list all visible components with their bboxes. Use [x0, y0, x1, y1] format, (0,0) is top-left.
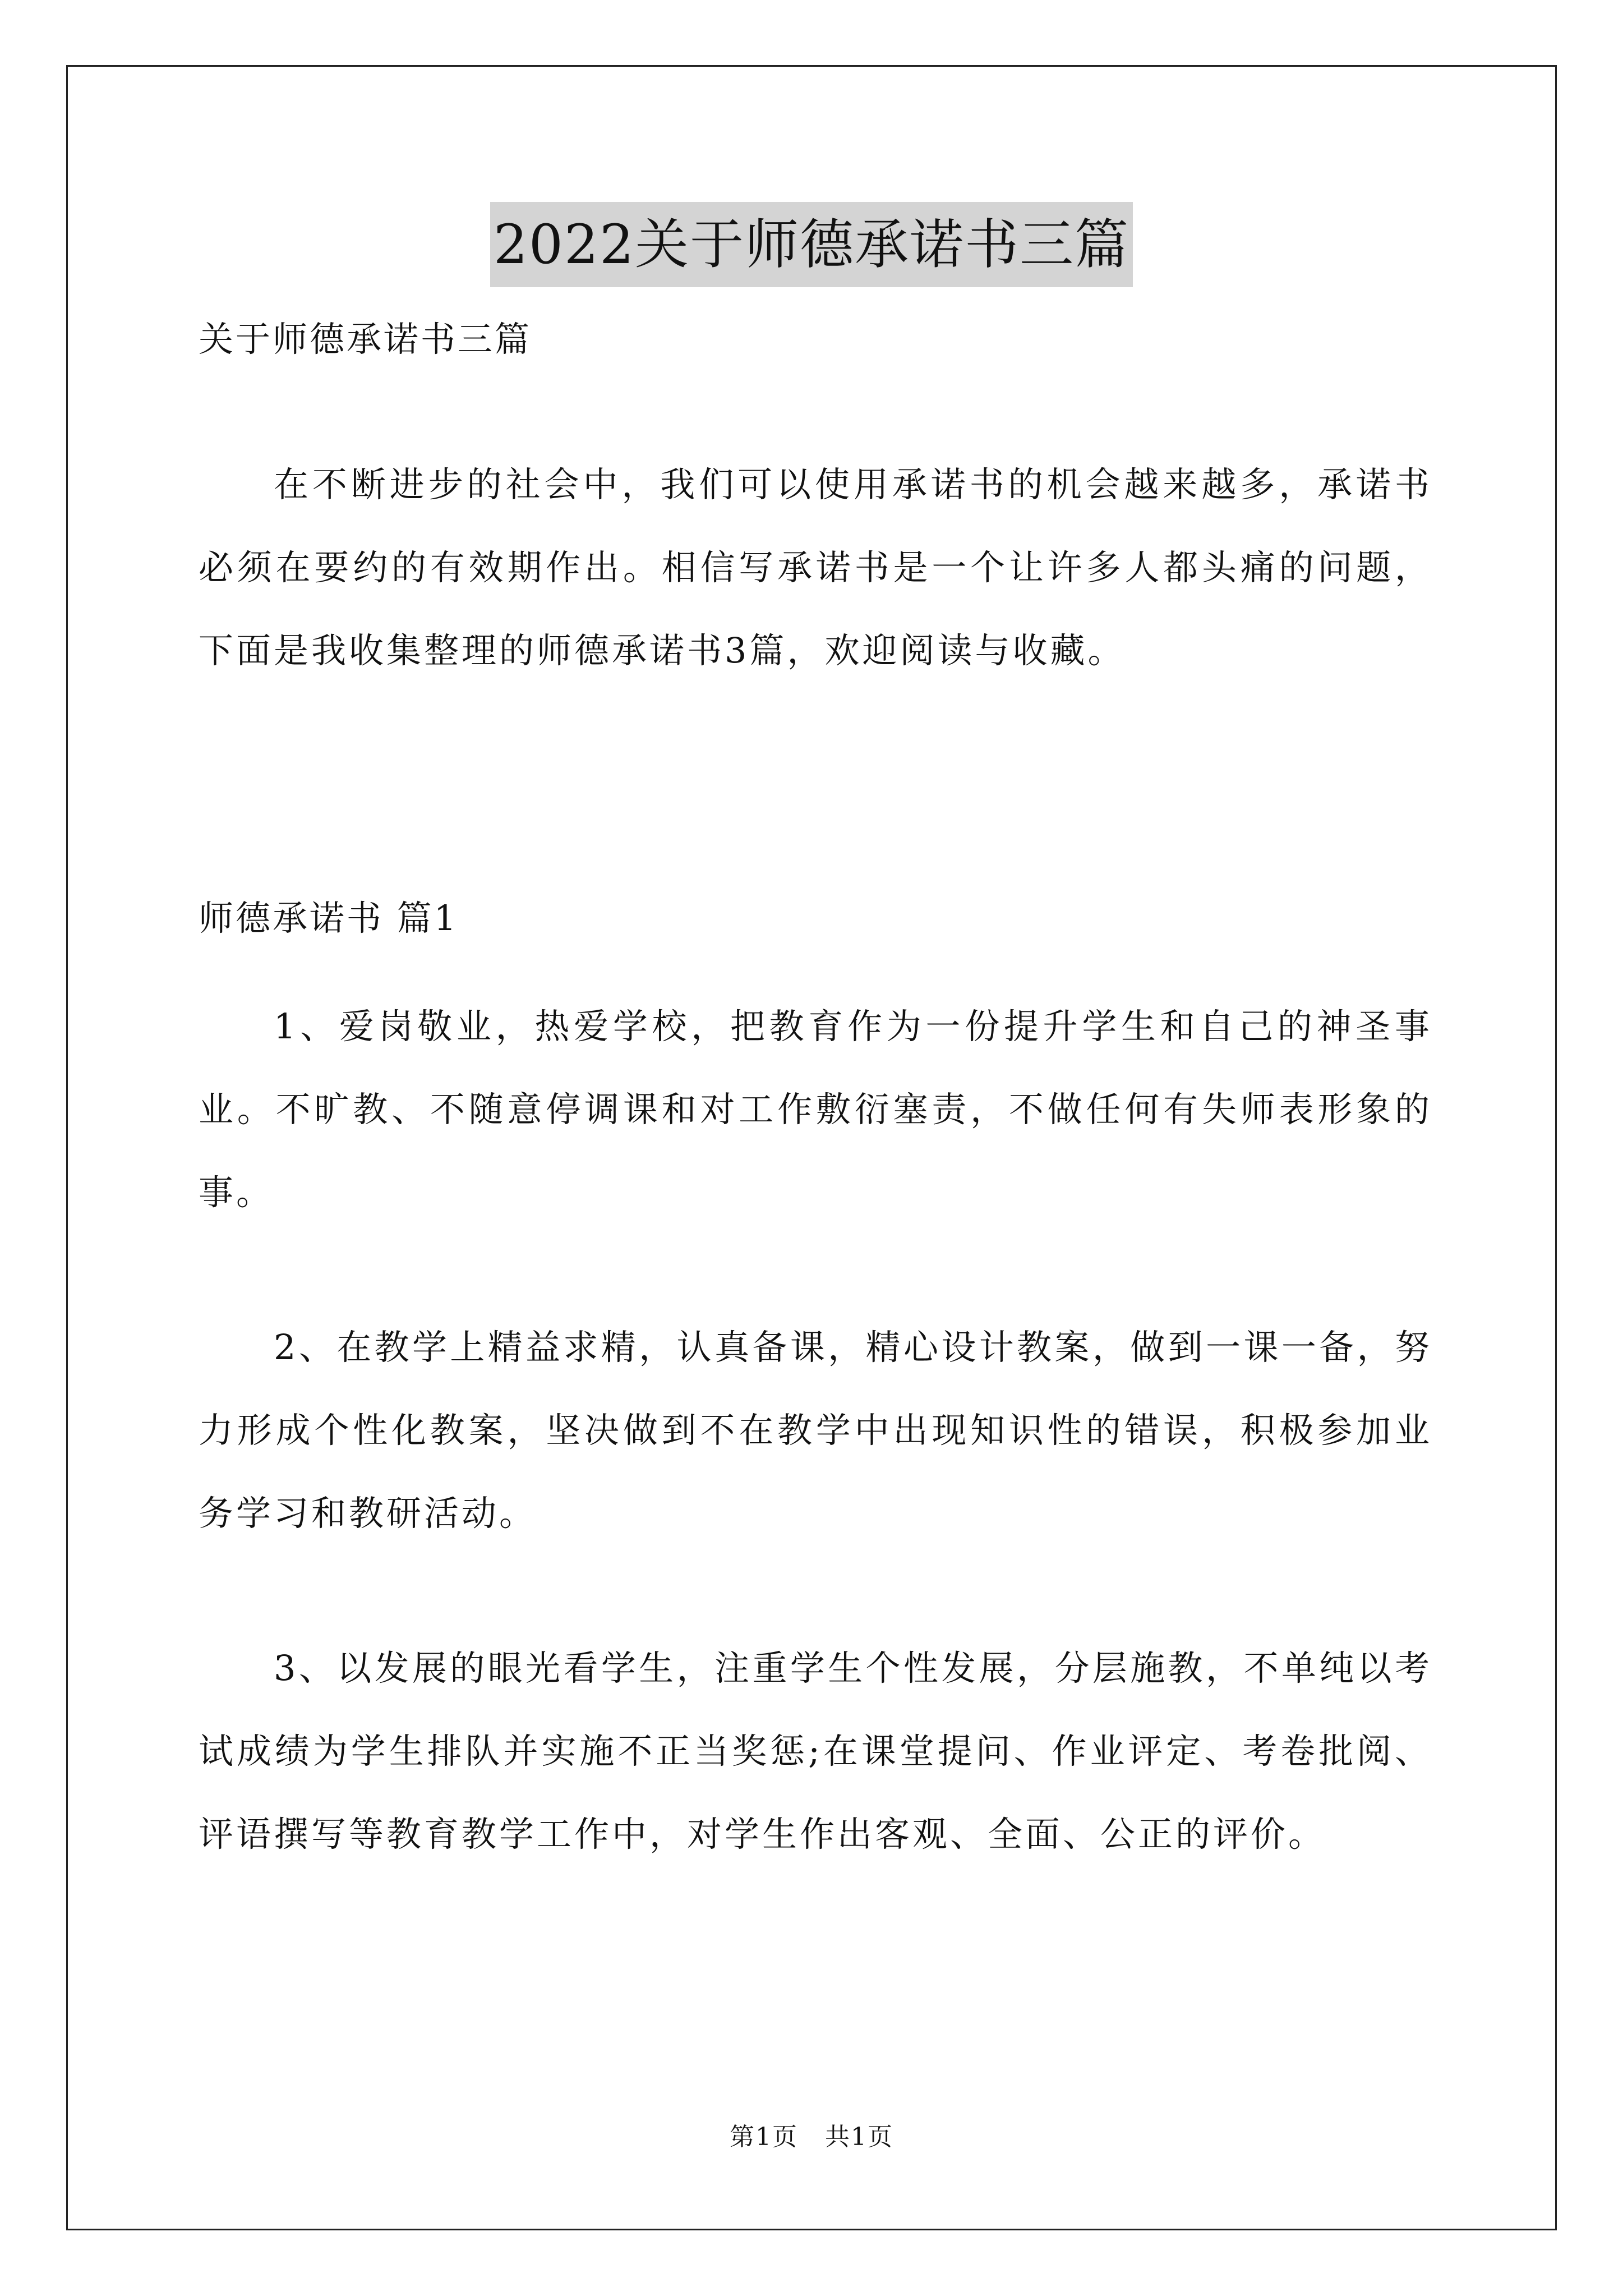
intro-paragraph: 在不断进步的社会中，我们可以使用承诺书的机会越来越多，承诺书必须在要约的有效期作出。相信写承诺书是一个让许多人都头痛的问题，下面是我收集整理的师德承诺书3篇，欢迎阅读与收藏。 — [199, 464, 1432, 671]
list-item-1: 1、爱岗敬业，热爱学校，把教育作为一份提升学生和自己的神圣事业。不旷教、不随意停调课和对工作敷衍塞责，不做任何有失师表形象的事。 — [199, 1006, 1432, 1213]
page-footer — [0, 2120, 1623, 2154]
title-wrap — [0, 202, 1623, 287]
list-item-2: 2、在教学上精益求精，认真备课，精心设计教案，做到一课一备，努力形成个性化教案，坚决做到不在教学中出现知识性的错误，积极参加业务学习和教研活动。 — [199, 1327, 1432, 1534]
document-subtitle: 关于师德承诺书三篇 — [199, 319, 532, 360]
page-total: 共1页 — [824, 2123, 893, 2151]
document-title: 2022关于师德承诺书三篇 — [490, 202, 1133, 287]
page-number: 第1页 — [730, 2123, 799, 2151]
section-heading: 师德承诺书 篇1 — [199, 898, 459, 938]
list-item-3: 3、以发展的眼光看学生，注重学生个性发展，分层施教，不单纯以考试成绩为学生排队并实施不正当奖惩;在课堂提问、作业评定、考卷批阅、评语撰写等教育教学工作中，对学生作出客观、全面、公正的评价。 — [199, 1648, 1432, 1855]
